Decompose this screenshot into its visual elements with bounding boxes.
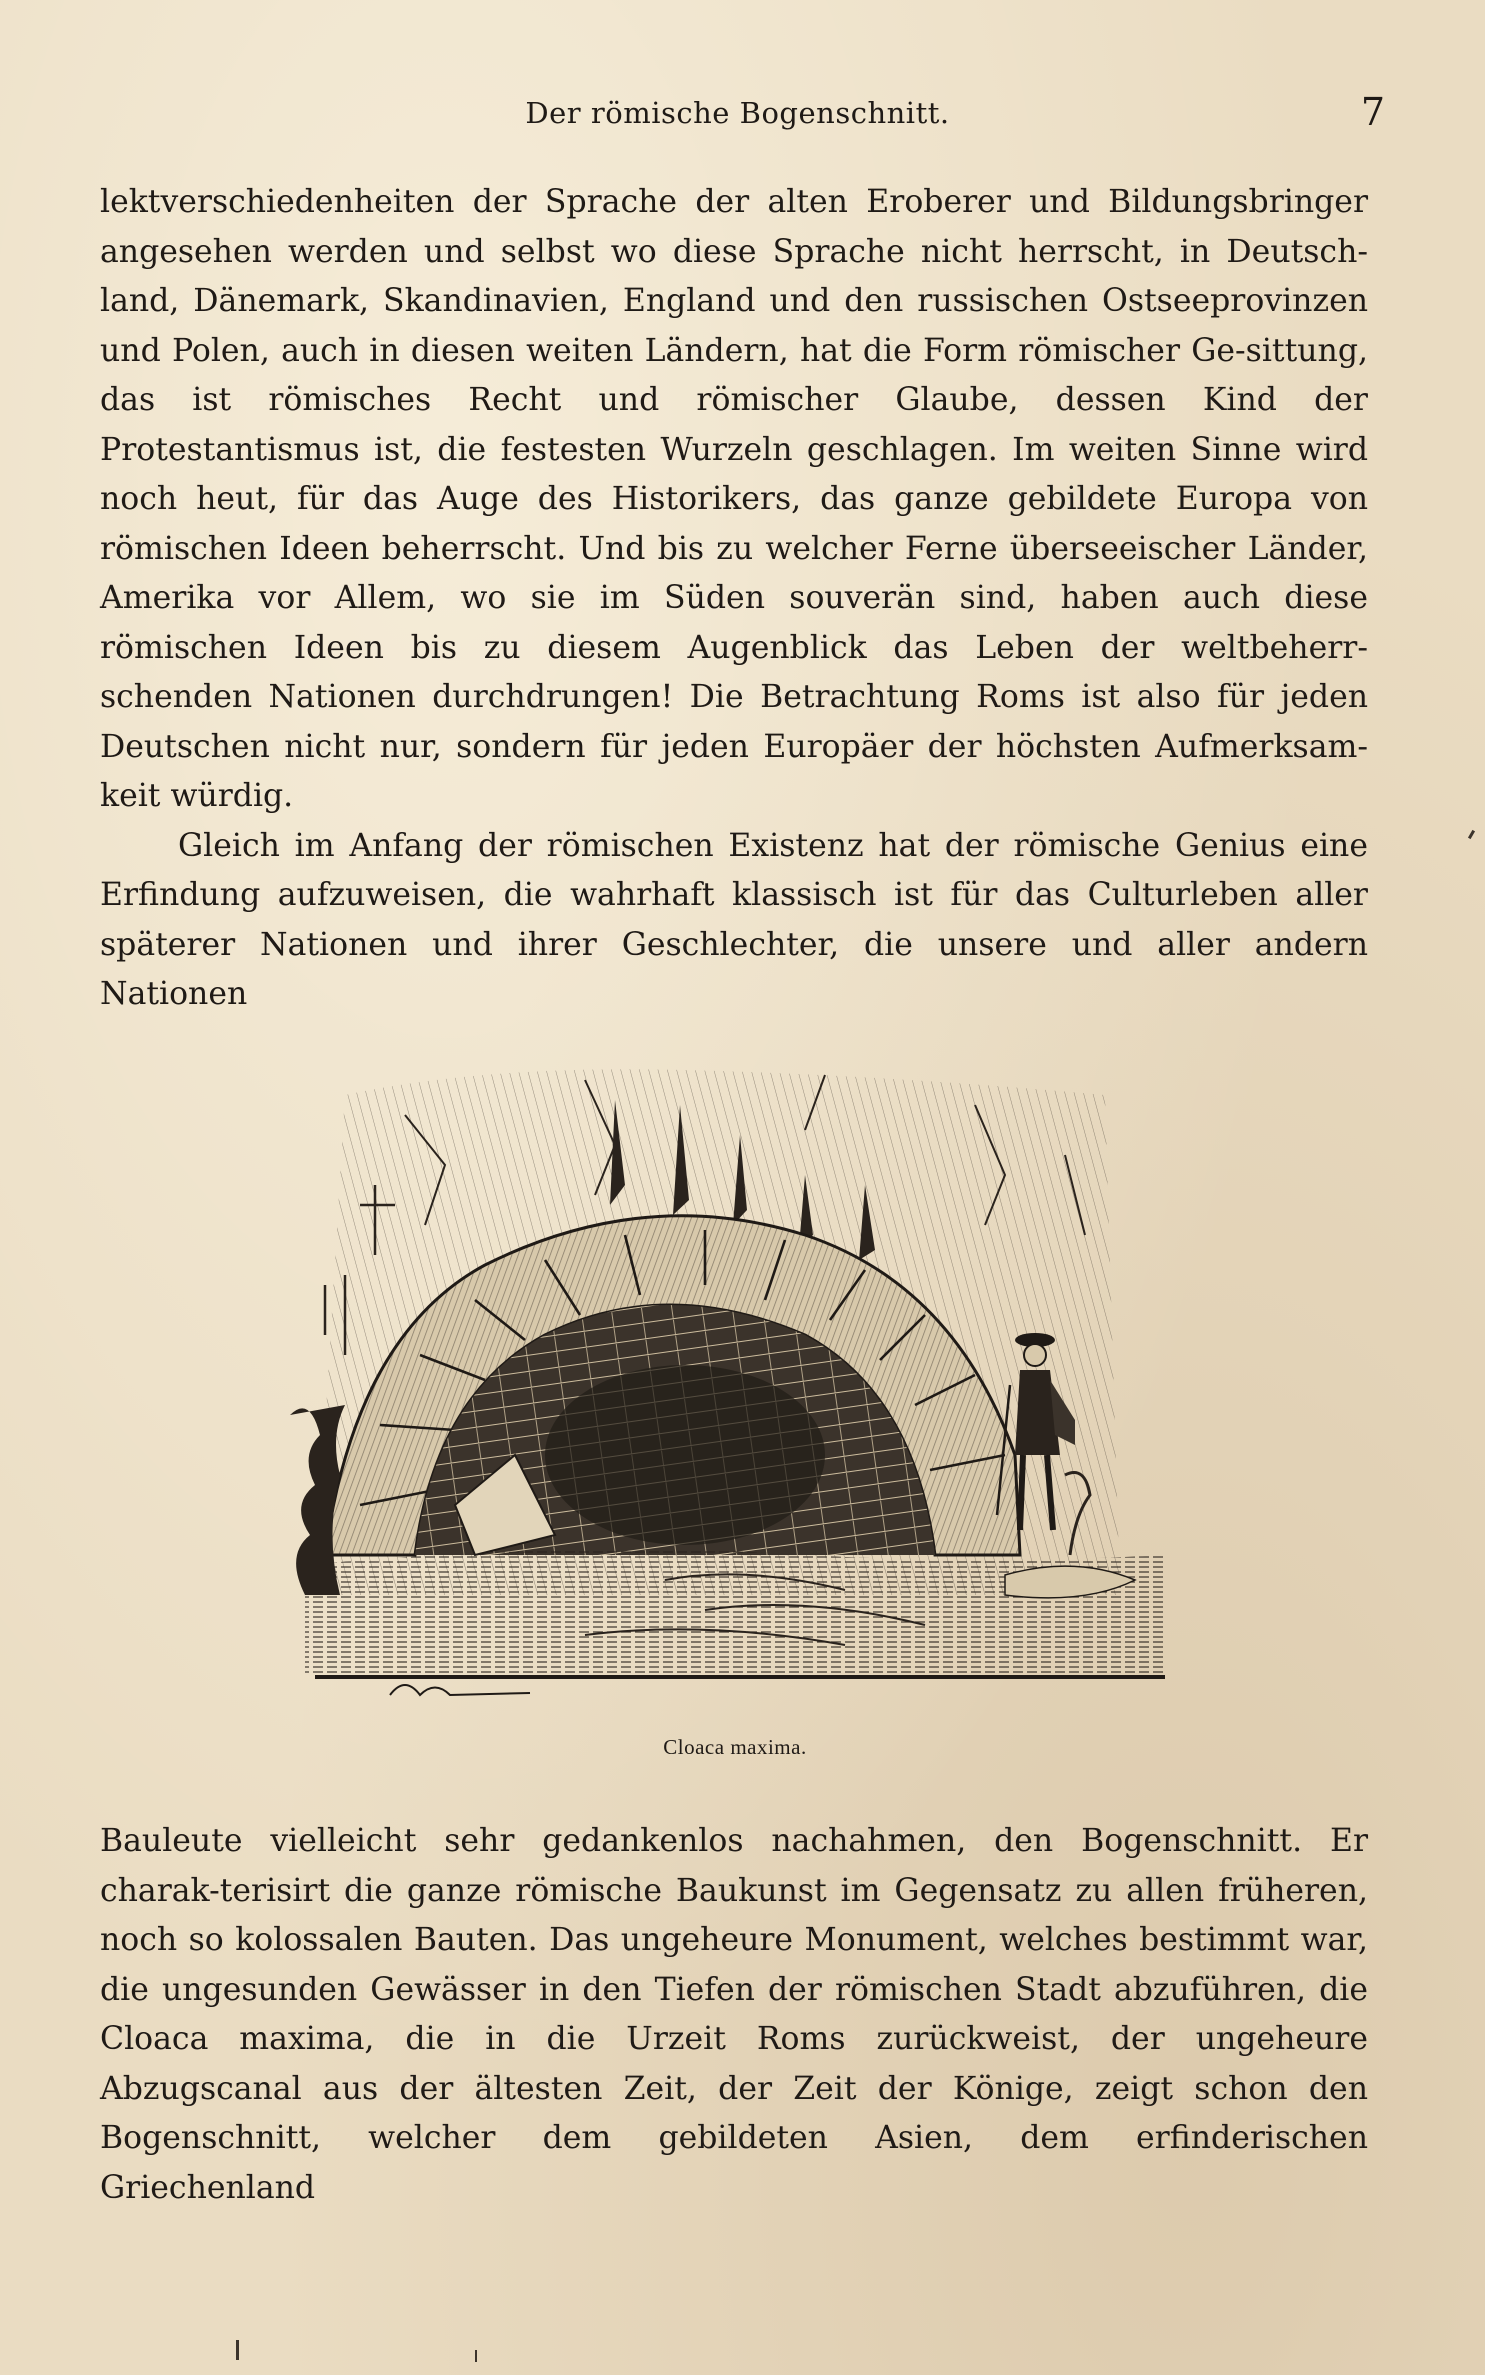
paper-speck — [1468, 830, 1475, 839]
paragraph-continued: lektverschiedenheiten der Sprache der alten Eroberer und Bildungsbringer angesehen werden und selbst wo diese Sprache nicht herrscht, in Deutsch-land, Dänemark, Skandinavien, England und den russischen Ostseeprovinzen und Polen, auch in diesen weiten Ländern, hat die Form römischer Ge-sittung, das ist römisches Recht und römischer Glaube, dessen Kind der Protestantismus ist, die festesten Wurzeln geschlagen. Im weiten Sinne wird noch heut, für das Auge des Historikers, das ganze gebildete Europa von römischen Ideen beherrscht. Und bis zu welcher Ferne überseeischer Länder, Amerika vor Allem, wo sie im Süden souverän sind, haben auch diese römischen Ideen bis zu diesem Augenblick das Leben der weltbeherr-schenden Nationen durchdrungen! Die Betrachtung Roms ist also für jeden Deutschen nicht nur, sondern für jeden Europäer der höchsten Aufmerksam-keit würdig. — [100, 184, 1368, 814]
page-number: 7 — [1360, 90, 1385, 134]
figure-caption: Cloaca maxima. — [663, 1735, 807, 1759]
engraving-baseline — [315, 1675, 1165, 1679]
running-title: Der römische Bogenschnitt. — [525, 96, 950, 130]
engraver-signature — [390, 1685, 530, 1695]
paragraph-bogenschnitt: Bauleute vielleicht sehr gedankenlos nachahmen, den Bogenschnitt. Er charak-terisirt die ganze römische Baukunst im Gegensatz zu allen früheren, noch so kolossalen Bauten. Das ungeheure Monument, welches bestimmt war, die ungesunden Gewässer in den Tiefen der römischen Stadt abzuführen, die Cloaca maxima, die in die Urzeit Roms zurückweist, der ungeheure Abzugscanal aus der ältesten Zeit, der Zeit der Könige, zeigt schon den Bogenschnitt, welcher dem gebildeten Asien, dem erfinderischen Griechenland — [100, 1823, 1368, 2206]
engraving-figure — [285, 1035, 1185, 1765]
paper-speck — [236, 2340, 239, 2360]
running-head — [100, 90, 1385, 146]
water-channel — [305, 1549, 1165, 1675]
paragraph-arch-intro: Gleich im Anfang der römischen Existenz hat der römische Genius eine Erfindung aufzuweisen, die wahrhaft klassisch ist für das Culturleben aller späterer Nationen und ihrer Geschlechter, die unsere und aller andern Nationen — [100, 827, 1368, 1012]
paper-speck — [475, 2350, 477, 2362]
cloaca-maxima-engraving — [285, 1035, 1185, 1725]
body-text-top — [100, 178, 1368, 1020]
body-text-bottom — [100, 1817, 1368, 2213]
